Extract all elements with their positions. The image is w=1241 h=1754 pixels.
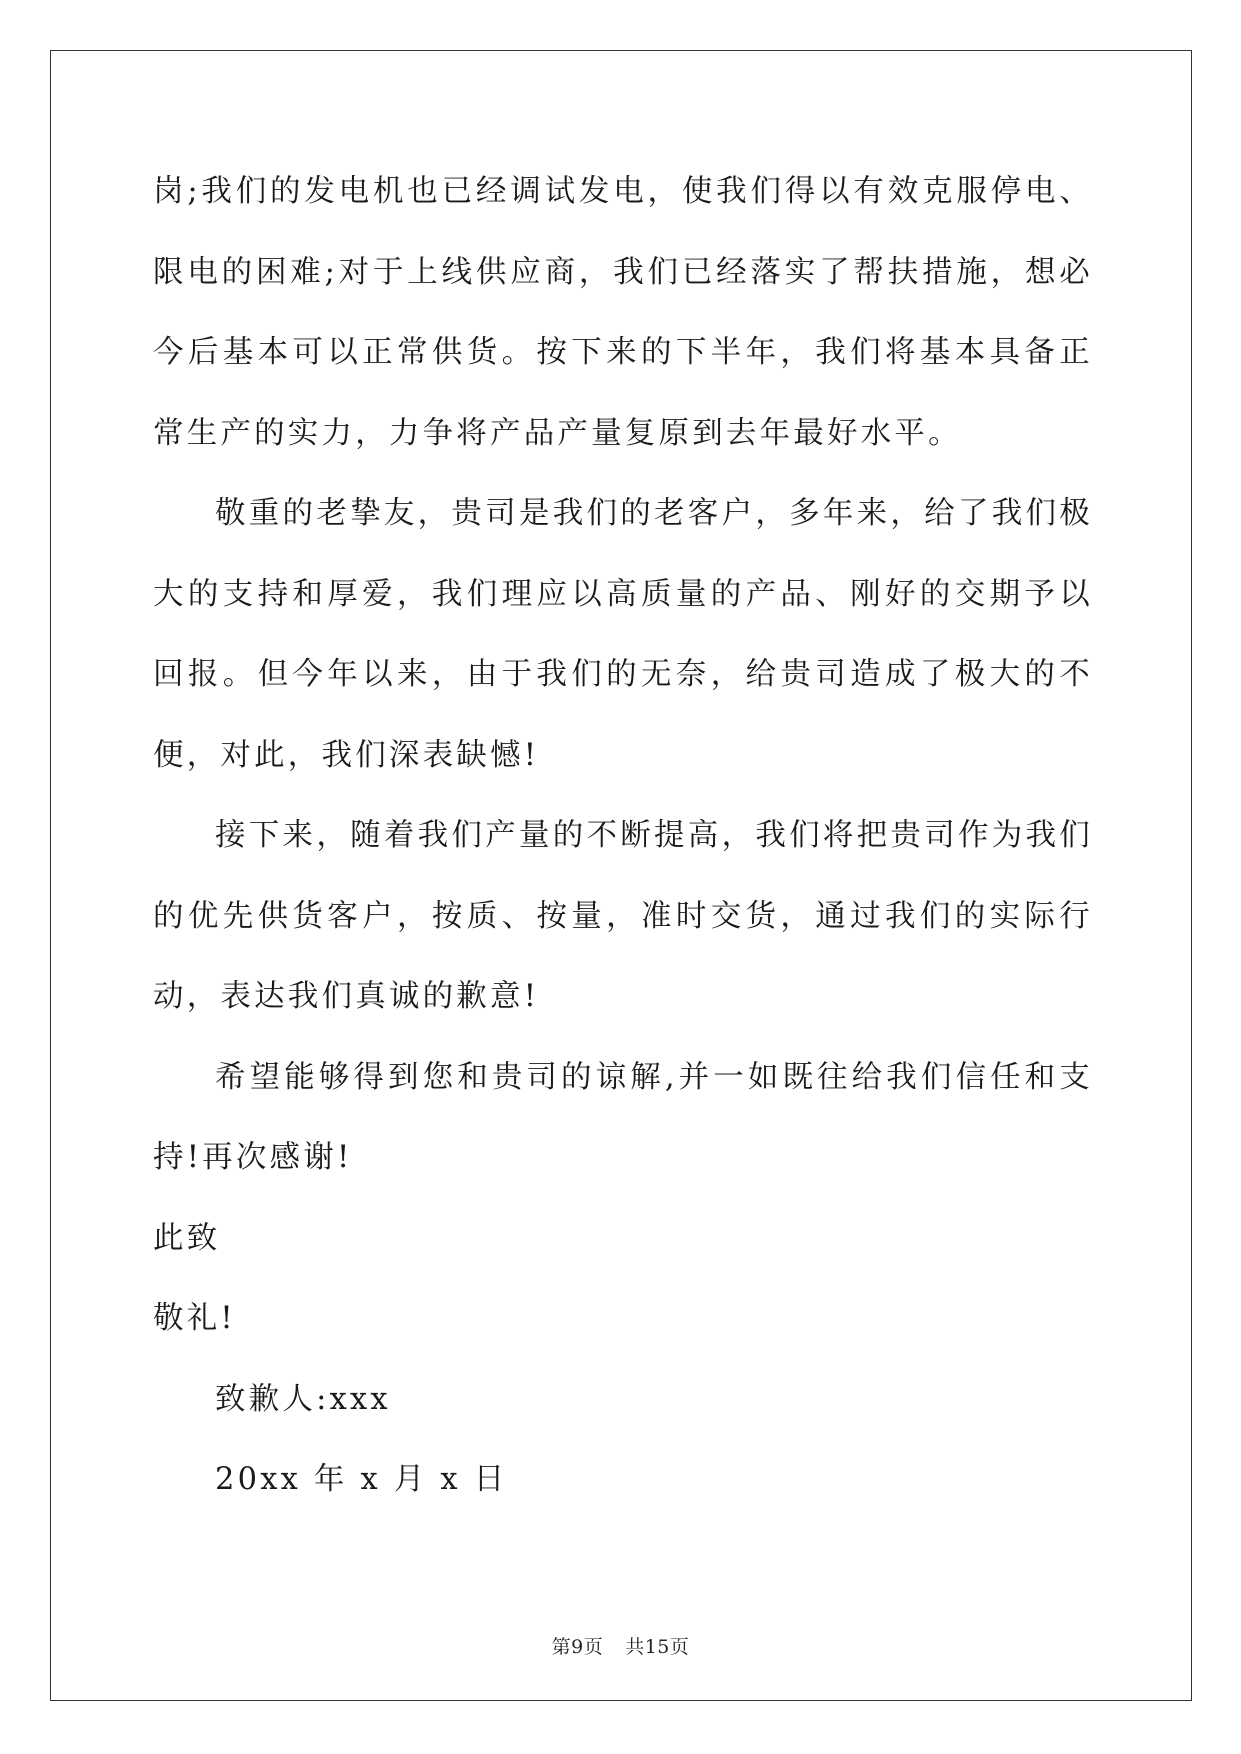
letter-date: 20xx 年 x 月 x 日 xyxy=(215,1462,508,1497)
page-footer xyxy=(0,1632,1241,1659)
paragraph-1: 岗;我们的发电机也已经调试发电，使我们得以有效克服停电、限电的困难;对于上线供应商，我们已经落实了帮扶措施，想必今后基本可以正常供货。按下来的下半年，我们将基本具备正常生产的实力，力争将产品产量复原到去年最好水平。 xyxy=(153,174,1093,451)
page-number: 第9页 xyxy=(551,1636,604,1658)
document-body xyxy=(153,152,1093,1521)
page-total: 共15页 xyxy=(625,1636,690,1658)
paragraph-4: 希望能够得到您和贵司的谅解,并一如既往给我们信任和支持!再次感谢! xyxy=(153,1059,1093,1175)
closing-regards: 敬礼! xyxy=(153,1301,236,1336)
closing-salutation: 此致 xyxy=(153,1220,221,1256)
paragraph-2: 敬重的老挚友，贵司是我们的老客户，多年来，给了我们极大的支持和厚爱，我们理应以高质量的产品、刚好的交期予以回报。但今年以来，由于我们的无奈，给贵司造成了极大的不便，对此，我们深表缺憾! xyxy=(153,496,1093,773)
paragraph-3: 接下来，随着我们产量的不断提高，我们将把贵司作为我们的优先供货客户，按质、按量，准时交货，通过我们的实际行动，表达我们真诚的歉意! xyxy=(153,818,1093,1014)
signature: 致歉人:xxx xyxy=(215,1381,391,1417)
